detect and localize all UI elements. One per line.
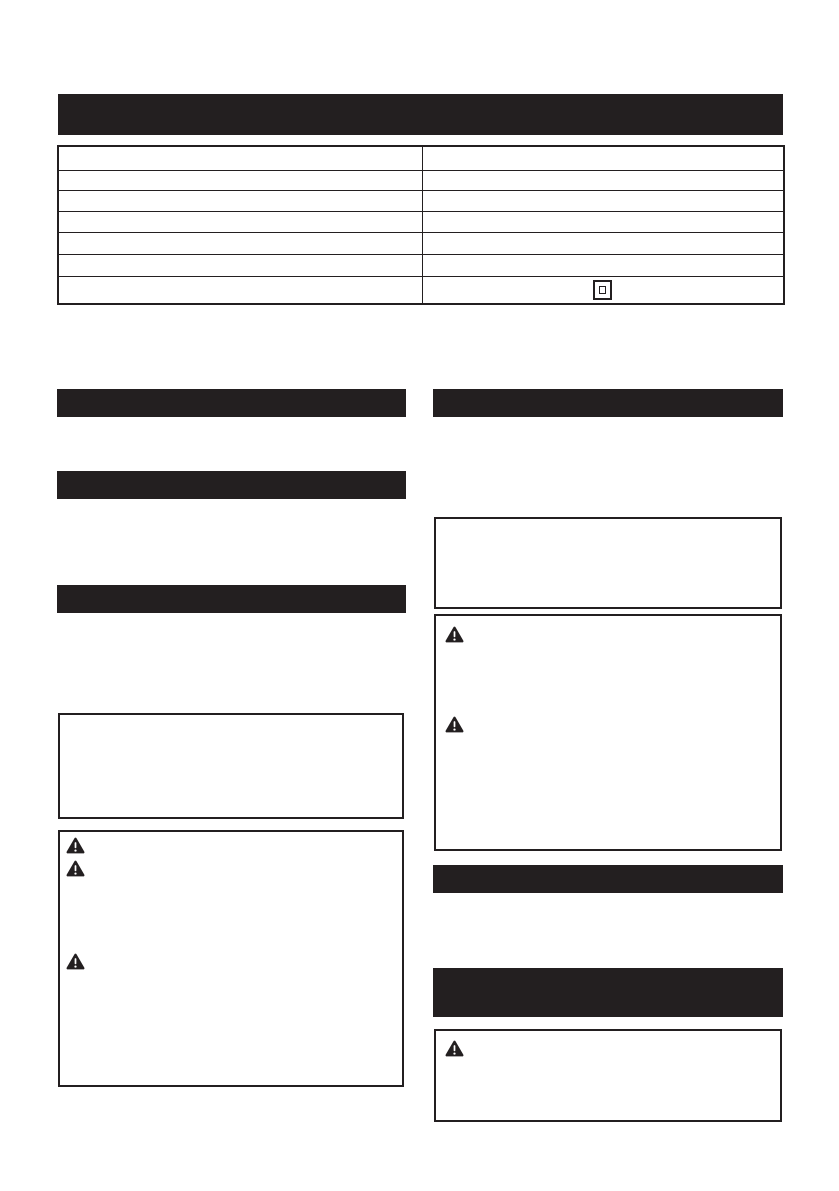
spec-cell-left [58,232,422,254]
double-insulation-icon [593,280,612,300]
warning-triangle-icon [445,1040,464,1057]
left-section-header-1 [57,389,406,417]
spec-cell-right [422,232,784,254]
table-row [58,232,784,254]
table-row [58,170,784,190]
warning-triangle-icon [445,716,464,733]
right-warning-box-upper [434,614,782,851]
warning-triangle-icon [66,860,85,877]
spec-cell-right [422,190,784,211]
spec-cell-left [58,254,422,276]
spec-cell-left [58,146,422,170]
right-note-box [434,517,782,609]
spec-cell-right [422,170,784,190]
table-row [58,276,784,304]
spec-cell-left [58,170,422,190]
warning-triangle-icon [445,626,464,643]
spec-cell-right [422,254,784,276]
right-section-header-2 [433,865,783,893]
right-section-header-1 [433,389,783,417]
table-row [58,146,784,170]
spec-cell-left [58,190,422,211]
spec-cell-left [58,276,422,304]
table-row [58,211,784,232]
specifications-table [57,145,785,305]
right-section-header-3 [433,968,783,1017]
table-row [58,254,784,276]
spec-cell-left [58,211,422,232]
table-row [58,190,784,211]
left-note-box [58,713,404,819]
right-warning-box-lower [434,1029,782,1122]
left-section-header-3 [57,585,406,613]
spec-cell-right [422,276,784,304]
spec-cell-right [422,146,784,170]
warning-triangle-icon [66,837,85,854]
left-warning-box [58,830,404,1087]
title-banner [58,94,783,135]
left-section-header-2 [57,471,406,499]
spec-cell-right [422,211,784,232]
warning-triangle-icon [66,953,85,970]
